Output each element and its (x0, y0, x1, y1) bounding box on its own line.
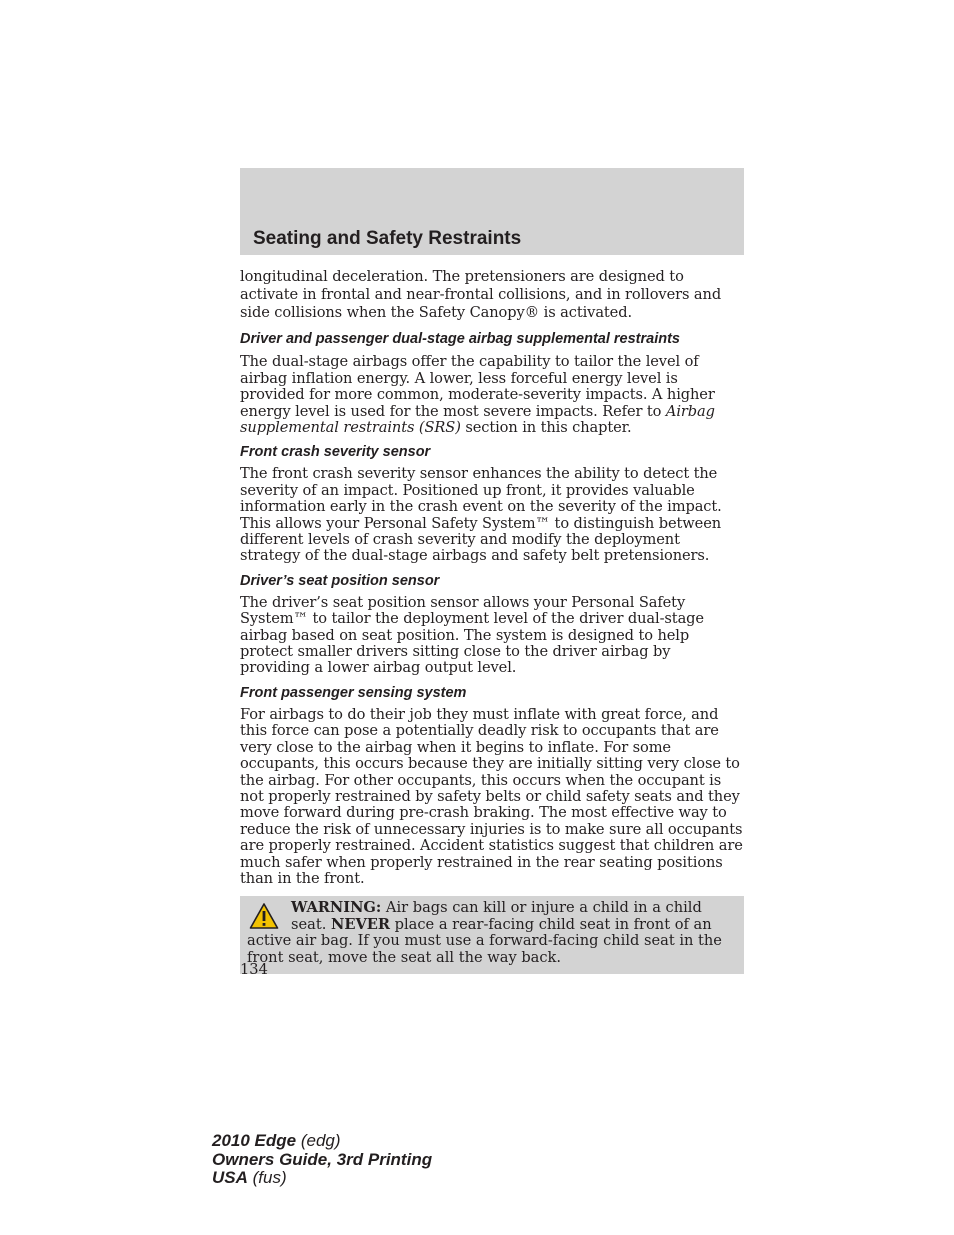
seat-sensor-paragraph: The driver’s seat position sensor allows your Personal Safety System™ to tailor the deployment level of the driver dual-stage airbag based on seat position. The system is designed to help protect smaller drivers sitting close to the driver airbag by providing a lower airbag output level. (240, 593, 704, 677)
seat-sensor-heading: Driver’s seat position sensor (240, 572, 440, 589)
front-sensor-paragraph: The front crash severity sensor enhances the ability to detect the severity of an impact. Positioned up front, it provides valuable information early in the crash event on the severity of the impact. This allows your Personal Safety System™ to distinguish between different levels of crash severity and modify the deployment strategy of the dual-stage airbags and safety belt pretensioners. (240, 465, 722, 565)
footer-market-code: (fus) (247, 1168, 287, 1187)
airbag-reference: Airbag supplemental restraints (SRS) (240, 402, 715, 437)
page-number: 134 (240, 961, 268, 978)
section-title: Seating and Safety Restraints (253, 228, 522, 249)
footer-guide: Owners Guide, 3rd Printing (212, 1149, 433, 1169)
warning-text-part2: place a rear-facing child seat in front of an active air bag. If you must use a forward-facing child seat in the front seat, move the seat all the way back. (247, 915, 722, 966)
airbag-text-end: section in this chapter. (460, 419, 632, 437)
footer-market: USA (212, 1168, 248, 1187)
section-header (240, 168, 744, 255)
warning-never: NEVER (330, 915, 391, 933)
footer-model-code: (edg) (296, 1131, 341, 1150)
warning-label: WARNING: (291, 899, 382, 917)
passenger-paragraph: For airbags to do their job they must inflate with great force, and this force can pose a potentially deadly risk to occupants that are very close to the airbag when it begins to inflate. For some occupants, this occurs because they are initially sitting very close to the airbag. For other occupants, this occurs when the occupant is not properly restrained by safety belts or child safety seats and they move forward during pre-crash braking. The most effective way to reduce the risk of unnecessary injuries is to make sure all occupants are properly restrained. Accident statistics suggest that children are much safer when properly restrained in the rear seating positions than in the front. (240, 705, 743, 887)
page-content (240, 268, 744, 974)
airbag-paragraph (240, 354, 744, 436)
warning-text (247, 899, 722, 965)
front-sensor-heading: Front crash severity sensor (240, 444, 431, 461)
intro-paragraph: longitudinal deceleration. The pretensioners are designed to activate in frontal and near-frontal collisions, and in rollovers and side collisions when the Safety Canopy® is activated. (240, 268, 722, 321)
footer-model: 2010 Edge (212, 1131, 297, 1150)
warning-box (240, 896, 744, 974)
warning-text-part1: Air bags can kill or injure a child in a child seat. (291, 899, 702, 933)
footer (212, 1132, 432, 1188)
airbag-heading: Driver and passenger dual-stage airbag supplemental restraints (240, 331, 680, 348)
warning-triangle-icon (249, 902, 279, 930)
airbag-text: The dual-stage airbags offer the capability to tailor the level of airbag inflation energy. A lower, less forceful energy level is provided for more common, moderate-severity impacts. A higher energy level is used for the most severe impacts. Refer to (240, 353, 715, 420)
passenger-heading: Front passenger sensing system (240, 684, 467, 701)
